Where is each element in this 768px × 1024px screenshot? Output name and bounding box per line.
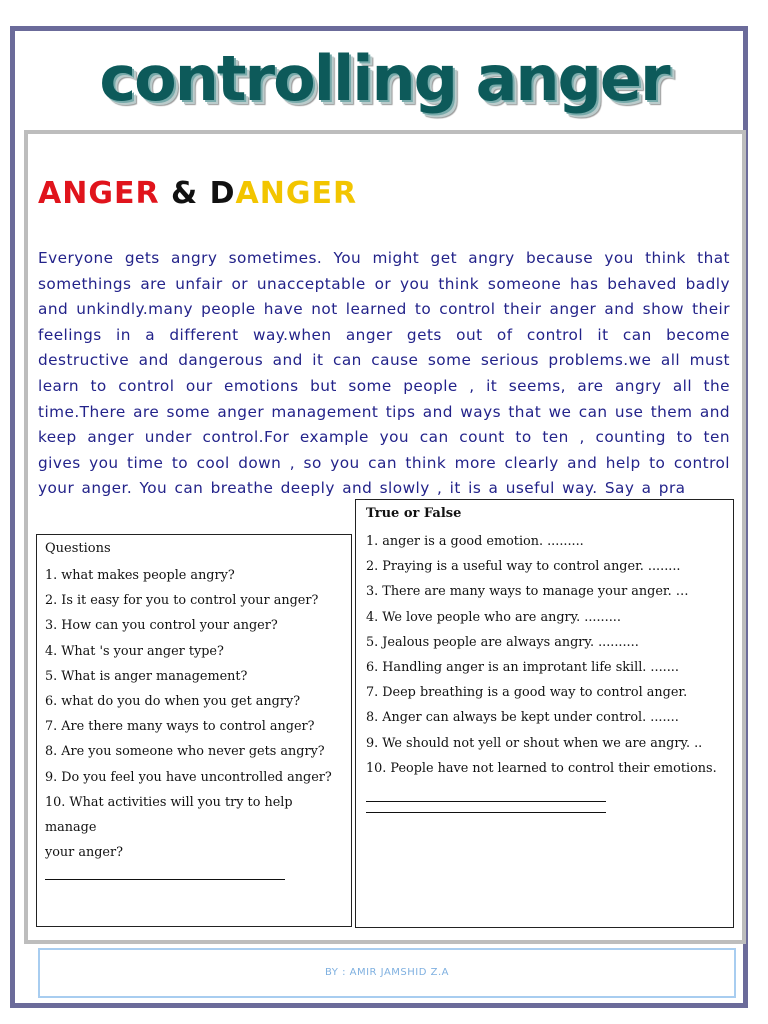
question-item: 3. How can you control your anger? <box>45 618 278 634</box>
question-item: 9. Do you feel you have uncontrolled anger? <box>45 769 332 785</box>
question-item: 6. what do you do when you get angry? <box>45 694 301 710</box>
worksheet-title: controlling anger <box>99 42 669 115</box>
true-false-box <box>355 499 734 928</box>
question-item: 5. What is anger management? <box>45 668 248 684</box>
true-false-item: 7. Deep breathing is a good way to control anger. <box>366 685 688 701</box>
question-item: 10. What activities will you try to help manage <box>45 794 293 836</box>
true-false-item: 8. Anger can always be kept under control. ....... <box>366 710 679 726</box>
section-heading <box>38 174 357 214</box>
reading-paragraph: Everyone gets angry sometimes. You might get angry because you think that somethings are unfair or unacceptable or you think someone has behaved badly and unkindly.many people have not learned to control their anger and show their feelings in a different way.when anger gets out of control it can become destructive and dangerous and it can cause some serious problems.we all must learn to control our emotions but some people , it seems, are angry all the time.There are some anger management tips and ways that we can use them and keep anger under control.For example you can count to ten , counting to ten gives you time to cool down , so you can think more clearly and help to control your anger. You can breathe deeply and slowly , it is a useful way. Say a pra <box>38 249 730 498</box>
true-false-item: 3. There are many ways to manage your anger. … <box>366 584 689 600</box>
question-item: 1. what makes people angry? <box>45 568 235 583</box>
questions-title: Questions <box>45 541 111 556</box>
heading-anger: ANGER <box>38 176 160 211</box>
true-false-item: 6. Handling anger is an improtant life skill. ....... <box>366 660 679 676</box>
question-item: 7. Are there many ways to control anger? <box>45 719 315 735</box>
answer-line[interactable] <box>366 801 606 802</box>
heading-ampersand: & <box>159 176 210 211</box>
answer-line[interactable] <box>366 812 606 813</box>
true-false-item: 4. We love people who are angry. ......... <box>366 609 621 625</box>
author-footer: BY : AMIR JAMSHID Z.A <box>38 948 736 998</box>
questions-box <box>36 534 352 927</box>
question-item: your anger? <box>45 845 123 861</box>
answer-line[interactable] <box>45 879 285 880</box>
true-false-title: True or False <box>366 506 462 521</box>
true-false-item: 2. Praying is a useful way to control anger. ........ <box>366 559 681 575</box>
true-false-item: 1. anger is a good emotion. ......... <box>366 534 584 549</box>
heading-anger-2: ANGER <box>235 176 358 211</box>
heading-d: D <box>209 176 236 211</box>
question-item: 2. Is it easy for you to control your anger? <box>45 593 319 609</box>
true-false-item: 5. Jealous people are always angry. .......... <box>366 634 639 650</box>
true-false-item: 9. We should not yell or shout when we are angry. .. <box>366 735 703 751</box>
question-item: 4. What 's your anger type? <box>45 643 224 659</box>
question-item: 8. Are you someone who never gets angry? <box>45 744 325 760</box>
true-false-item: 10. People have not learned to control their emotions. <box>366 760 717 776</box>
